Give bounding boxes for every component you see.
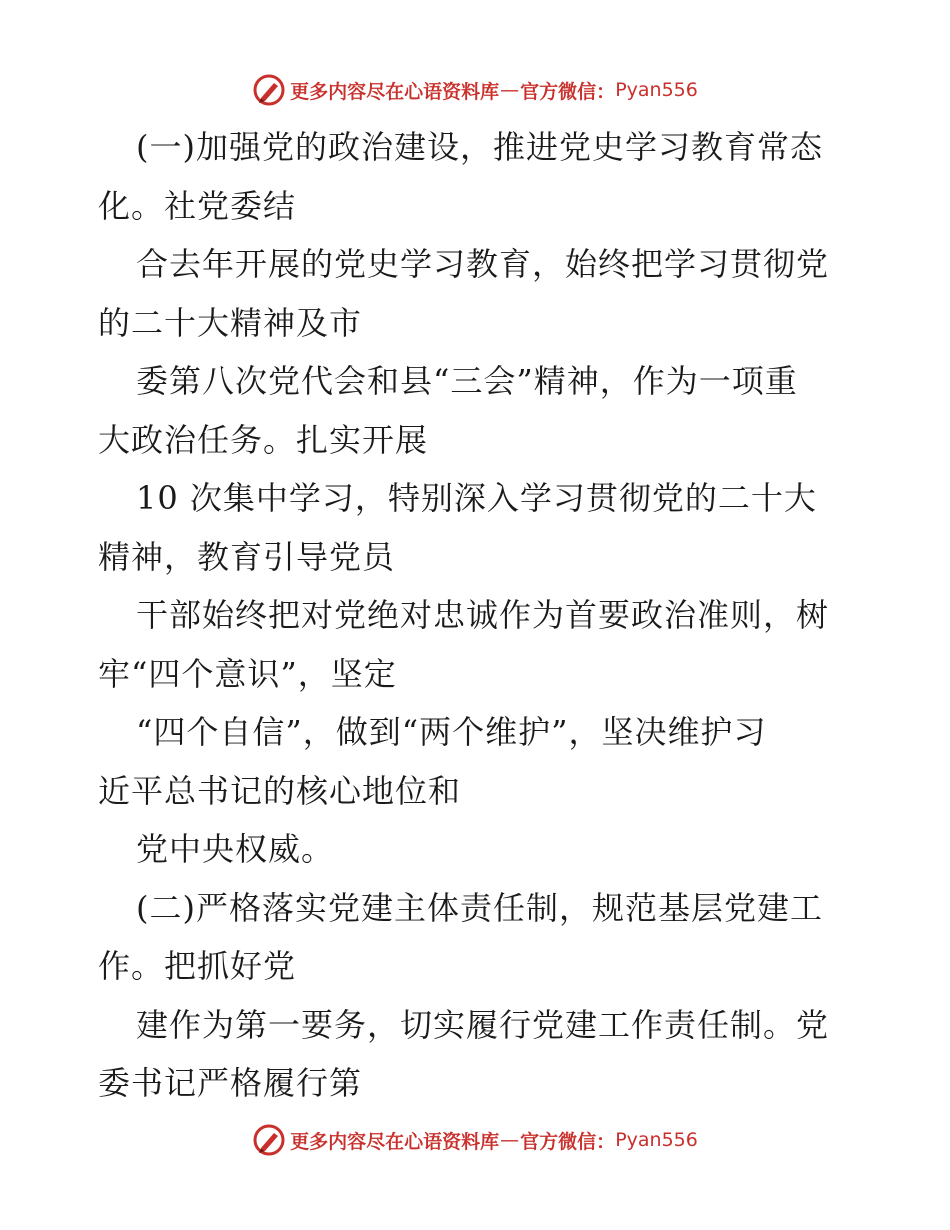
watermark-wechat-id: Pyan556: [615, 79, 698, 101]
text-line: 干部始终把对党绝对忠诚作为首要政治准则，树: [136, 596, 830, 634]
text-line: 化。社党委结: [98, 186, 297, 225]
text-line: 精神，教育引导党员: [98, 537, 396, 576]
text-line: 的二十大精神及市: [98, 303, 363, 342]
watermark-main-text: 更多内容尽在心语资料库: [290, 80, 500, 103]
text-line: 合去年开展的党史学习教育，始终把学习贯彻党: [136, 245, 830, 283]
text-line: 委第八次党代会和县“三会”精神，作为一项重: [136, 362, 798, 400]
text-line: “四个自信”，做到“两个维护”，坚决维护习: [136, 713, 767, 751]
text-line: (一)加强党的政治建设，推进党史学习教育常态: [136, 128, 823, 166]
footer-watermark: [0, 1122, 950, 1158]
watermark-separator: —: [500, 1129, 520, 1151]
text-line: 大政治任务。扎实开展: [98, 420, 429, 459]
watermark-wechat-label: 官方微信：: [520, 1130, 616, 1153]
text-line: 委书记严格履行第: [98, 1064, 363, 1102]
pen-logo-icon: [252, 1123, 286, 1157]
text-line: 建作为第一要务，切实履行党建工作责任制。党: [136, 1005, 830, 1044]
text-line: 牢“四个意识”，坚定: [98, 654, 397, 693]
document-body: [98, 118, 858, 1113]
watermark-wechat-label: 官方微信：: [520, 80, 616, 103]
text-line: 作。把抓好党: [98, 947, 297, 985]
watermark-main-text: 更多内容尽在心语资料库: [290, 1130, 500, 1153]
text-line: 10 次集中学习，特别深入学习贯彻党的二十大: [136, 479, 817, 517]
header-watermark: [0, 72, 950, 108]
pen-logo-icon: [252, 73, 286, 107]
watermark-separator: —: [500, 79, 520, 101]
text-line: (二)严格落实党建主体责任制，规范基层党建工: [136, 888, 823, 927]
watermark-wechat-id: Pyan556: [615, 1129, 698, 1151]
text-line: 党中央权威。: [136, 830, 335, 868]
text-line: 近平总书记的核心地位和: [98, 771, 462, 810]
